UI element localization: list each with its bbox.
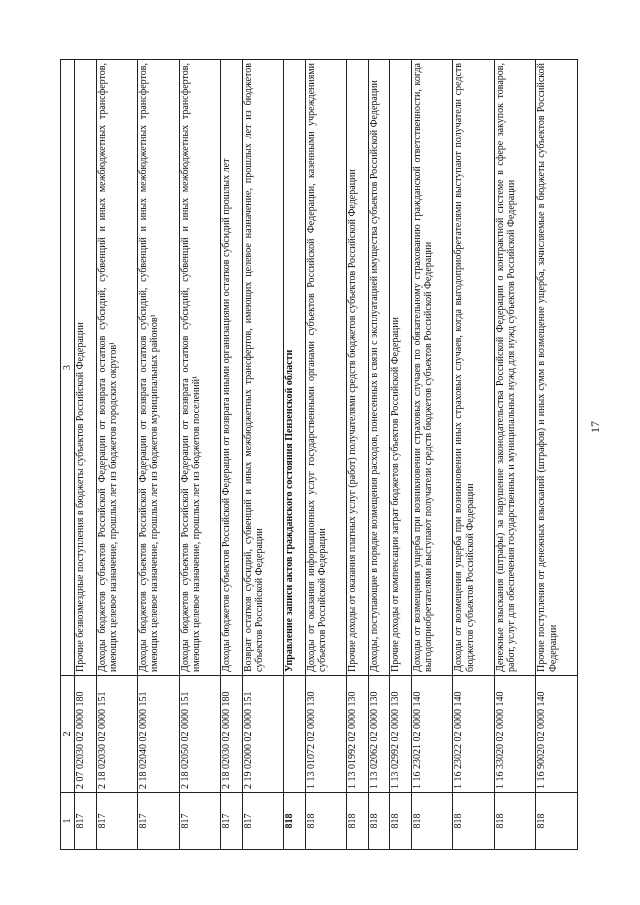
admin-code-cell: 817 — [75, 793, 97, 850]
admin-code-cell: 818 — [284, 793, 306, 850]
admin-code-cell: 818 — [390, 793, 412, 850]
revenue-code-cell: 1 13 02992 02 0000 130 — [390, 676, 412, 793]
table-row — [138, 60, 179, 850]
table-row — [305, 60, 346, 850]
table-row — [368, 60, 390, 850]
revenue-table-container — [60, 60, 578, 850]
table-row — [390, 60, 412, 850]
revenue-name-cell: Доходы бюджетов субъектов Российской Федерации от возврата остатков субсидий, субвенций и иных межбюджетных трансфертов, имеющих целевое назначение, прошлых лет из бюджетов городских округов¹ — [96, 60, 137, 676]
revenue-code-cell: 2 07 02030 02 0000 180 — [75, 676, 97, 793]
revenue-codes-table — [60, 59, 578, 850]
section-header-row — [284, 60, 306, 850]
revenue-code-cell: 2 18 02030 02 0000 180 — [221, 676, 243, 793]
admin-code-cell: 818 — [305, 793, 346, 850]
admin-code-cell: 817 — [138, 793, 179, 850]
admin-code-cell: 817 — [242, 793, 283, 850]
revenue-code-cell: 1 13 01072 02 0000 130 — [305, 676, 346, 793]
revenue-code-cell — [284, 676, 306, 793]
revenue-code-cell: 1 16 33020 02 0000 140 — [494, 676, 535, 793]
revenue-code-cell: 1 16 23021 02 0000 140 — [412, 676, 453, 793]
revenue-code-cell: 2 18 02040 02 0000 151 — [138, 676, 179, 793]
revenue-name-cell: Прочие поступления от денежных взысканий (штрафов) и иных сумм в возмещение ущерба, зачисляемые в бюджеты субъектов Российской Федерации — [536, 60, 578, 676]
admin-code-cell: 818 — [368, 793, 390, 850]
revenue-name-cell: Прочие доходы от оказания платных услуг (работ) получателями средств бюджетов субъектов Российской Федерации — [347, 60, 369, 676]
table-row — [242, 60, 283, 850]
admin-code-cell: 818 — [412, 793, 453, 850]
admin-code-cell: 818 — [453, 793, 494, 850]
revenue-code-cell: 2 18 02030 02 0000 151 — [96, 676, 137, 793]
header-admin-code: 1 — [61, 793, 75, 850]
table-row — [347, 60, 369, 850]
revenue-name-cell: Доходы бюджетов субъектов Российской Федерации от возврата иными организациями остатков субсидий прошлых лет — [221, 60, 243, 676]
admin-code-cell: 817 — [179, 793, 220, 850]
table-row — [96, 60, 137, 850]
admin-code-cell: 818 — [494, 793, 535, 850]
revenue-name-cell: Прочие доходы от компенсации затрат бюджетов субъектов Российской Федерации — [390, 60, 412, 676]
table-header-row — [61, 60, 75, 850]
revenue-name-cell: Доходы от возмещения ущерба при возникновении иных страховых случаев, когда выгодоприобретателями выступают получатели средств бюджетов субъектов Российской Федерации — [453, 60, 494, 676]
table-row — [536, 60, 578, 850]
revenue-name-cell: Возврат остатков субсидий, субвенций и иных межбюджетных трансфертов, имеющих целевое назначение, прошлых лет из бюджетов субъектов Российской Федерации — [242, 60, 283, 676]
administrator-name-cell: Управление записи актов гражданского состояния Пензенской области — [284, 60, 306, 676]
revenue-code-cell: 2 18 02050 02 0000 151 — [179, 676, 220, 793]
revenue-name-cell: Доходы, поступающие в порядке возмещения расходов, понесенных в связи с эксплуатацией имущества субъектов Российской Федерации — [368, 60, 390, 676]
header-revenue-code: 2 — [61, 676, 75, 793]
admin-code-cell: 818 — [536, 793, 578, 850]
revenue-name-cell: Денежные взыскания (штрафы) за нарушение законодательства Российской Федерации о контрактной системе в сфере закупок товаров, работ, услуг для обеспечения государственных и муниципальных нужд для нужд субъектов Российской Федерации — [494, 60, 535, 676]
table-row — [179, 60, 220, 850]
page-number: 17 — [588, 421, 602, 433]
revenue-name-cell: Прочие безвозмездные поступления в бюджеты субъектов Российской Федерации — [75, 60, 97, 676]
revenue-name-cell: Доходы бюджетов субъектов Российской Федерации от возврата остатков субсидий, субвенций и иных межбюджетных трансфертов, имеющих целевое назначение, прошлых лет из бюджетов муниципальных районов¹ — [138, 60, 179, 676]
table-row — [221, 60, 243, 850]
revenue-code-cell: 1 16 90020 02 0000 140 — [536, 676, 578, 793]
revenue-code-cell: 2 19 02000 02 0000 151 — [242, 676, 283, 793]
revenue-code-cell: 1 16 23022 02 0000 140 — [453, 676, 494, 793]
revenue-code-cell: 1 13 01992 02 0000 130 — [347, 676, 369, 793]
table-row — [494, 60, 535, 850]
table-row — [75, 60, 97, 850]
table-row — [412, 60, 453, 850]
revenue-name-cell: Доходы бюджетов субъектов Российской Федерации от возврата остатков субсидий, субвенций и иных межбюджетных трансфертов, имеющих целевое назначение, прошлых лет из бюджетов поселений¹ — [179, 60, 220, 676]
admin-code-cell: 818 — [347, 793, 369, 850]
revenue-code-cell: 1 13 02062 02 0000 130 — [368, 676, 390, 793]
header-revenue-name: 3 — [61, 60, 75, 676]
admin-code-cell: 817 — [221, 793, 243, 850]
admin-code-cell: 817 — [96, 793, 137, 850]
revenue-name-cell: Доходы от оказания информационных услуг государственными органами субъектов Российской Федерации, казенными учреждениями субъектов Российской Федерации — [305, 60, 346, 676]
revenue-name-cell: Доходы от возмещения ущерба при возникновении страховых случаев по обязательному страхованию гражданской ответственности, когда выгодоприобретателями выступают получатели средств бюджетов субъектов Российской Федерации — [412, 60, 453, 676]
table-row — [453, 60, 494, 850]
